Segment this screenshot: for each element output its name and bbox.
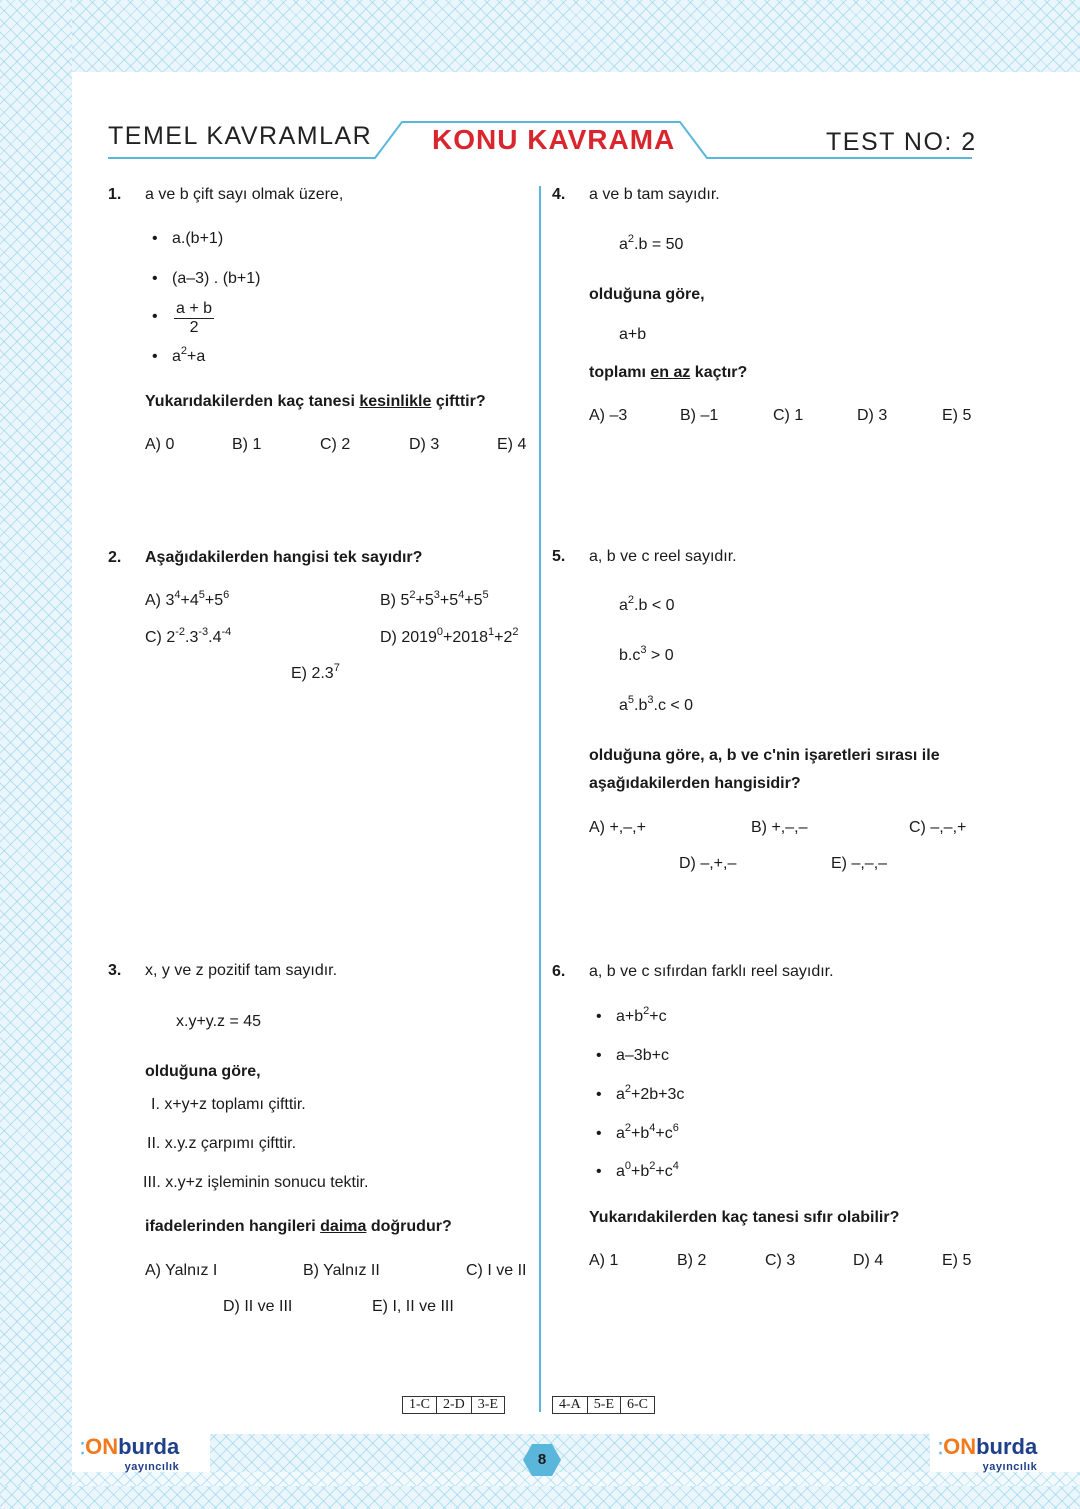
publisher-logo-right: ⁚ONburda yayıncılık [938, 1434, 1038, 1473]
item: a.(b+1) [172, 230, 224, 247]
question-number: 2. [108, 549, 122, 566]
logo-dots-icon: ⁚ [938, 1441, 944, 1458]
option-d[interactable]: D) 3 [409, 436, 440, 453]
answer-key-item: 2-D [437, 1397, 472, 1413]
test-type-title: KONU KAVRAMA [432, 124, 676, 155]
question-prompt: ifadelerinden hangileri daima doğrudur? [145, 1218, 452, 1235]
page-number: 8 [537, 1451, 547, 1468]
question-prompt: Yukarıdakilerden kaç tanesi sıfır olabilir? [589, 1209, 900, 1226]
denominator: 2 [189, 319, 199, 336]
item: a–3b+c [616, 1047, 669, 1064]
logo-dots-icon: ⁚ [80, 1441, 86, 1458]
option-d[interactable]: D) –,+,– [679, 855, 737, 872]
question-number: 3. [108, 962, 122, 979]
option-d[interactable]: D) $2019^0+2018^1+2^2$ [380, 626, 519, 646]
question-number: 1. [108, 186, 122, 203]
option-e[interactable]: E) $2.3^7$ [291, 662, 340, 682]
option-e[interactable]: E) 5 [942, 407, 972, 424]
bullet: • [152, 308, 158, 325]
condition-2: $b.c^3 > 0$ [619, 644, 674, 664]
answer-key-item: 1-C [403, 1397, 437, 1413]
item: (a–3) . (b+1) [172, 270, 261, 287]
option-b[interactable]: B) $5^2+5^3+5^4+5^5$ [380, 589, 489, 609]
answer-key-item: 5-E [588, 1397, 621, 1413]
option-a[interactable]: A) 1 [589, 1252, 619, 1269]
bullet: • [152, 270, 158, 287]
statement-1: I. x+y+z toplamı çifttir. [151, 1096, 306, 1113]
answer-key-right [552, 1396, 655, 1414]
option-d[interactable]: D) 4 [853, 1252, 884, 1269]
question-stem: a ve b çift sayı olmak üzere, [145, 186, 344, 203]
option-e[interactable]: E) 4 [497, 436, 527, 453]
option-a[interactable]: A) 0 [145, 436, 175, 453]
question-prompt: Yukarıdakilerden kaç tanesi kesinlikle çifttir? [145, 393, 486, 410]
option-e[interactable]: E) –,–,– [831, 855, 888, 872]
question-prompt-line-2: aşağıdakilerden hangisidir? [589, 775, 801, 792]
bullet: • [152, 348, 158, 365]
given-text: olduğuna göre, [589, 286, 705, 303]
column-divider [539, 186, 541, 1412]
section-title: TEMEL KAVRAMLAR [108, 122, 373, 150]
bullet: • [596, 1086, 602, 1103]
item: $a^0+b^2+c^4$ [616, 1160, 679, 1180]
numerator: a + b [176, 300, 213, 317]
question-number: 4. [552, 186, 566, 203]
answer-key-item: 4-A [553, 1397, 588, 1413]
bottom-border-pattern [72, 1472, 1080, 1486]
answer-key-item: 6-C [627, 1397, 648, 1412]
option-b[interactable]: B) Yalnız II [303, 1262, 380, 1279]
question-number: 6. [552, 963, 566, 980]
question-stem: x, y ve z pozitif tam sayıdır. [145, 962, 338, 979]
option-c[interactable]: C) 1 [773, 407, 804, 424]
option-e[interactable]: E) I, II ve III [372, 1298, 454, 1315]
option-d[interactable]: D) II ve III [223, 1298, 293, 1315]
statement-3: III. x.y+z işleminin sonucu tektir. [143, 1174, 369, 1191]
bottom-edge-pattern [0, 1486, 1080, 1509]
option-c[interactable]: C) –,–,+ [909, 819, 967, 836]
test-number: TEST NO: 2 [826, 128, 977, 156]
answer-key-item: 3-E [477, 1397, 498, 1412]
header-tab-shape [0, 0, 1080, 200]
item: $a^2+a$ [172, 345, 206, 365]
condition-3: $a^5.b^3.c < 0$ [619, 694, 694, 714]
bullet: • [596, 1008, 602, 1025]
option-c[interactable]: C) I ve II [466, 1262, 527, 1279]
question-prompt: toplamı en az kaçtır? [589, 364, 748, 381]
bullet: • [152, 230, 158, 247]
expression: a+b [619, 326, 647, 343]
option-a[interactable]: A) Yalnız I [145, 1262, 218, 1279]
bullet: • [596, 1047, 602, 1064]
footer-band-pattern [210, 1434, 930, 1472]
item: $a^2+b^4+c^6$ [616, 1122, 679, 1142]
option-a[interactable]: A) –3 [589, 407, 628, 424]
option-b[interactable]: B) 2 [677, 1252, 707, 1269]
publisher-logo-left: ⁚ONburda yayıncılık [80, 1434, 180, 1473]
option-d[interactable]: D) 3 [857, 407, 888, 424]
equation: x.y+y.z = 45 [176, 1013, 262, 1030]
option-c[interactable]: C) $2^{-2}.3^{-3}.4^{-4}$ [145, 626, 232, 646]
left-border-pattern [0, 0, 72, 1509]
answer-key-left [402, 1396, 505, 1414]
option-b[interactable]: B) +,–,– [751, 819, 808, 836]
item: $a+b^2+c$ [616, 1005, 667, 1025]
given-text: olduğuna göre, [145, 1063, 261, 1080]
condition-1: $a^2.b < 0$ [619, 594, 675, 614]
question-prompt-line-1: olduğuna göre, a, b ve c'nin işaretleri sırası ile [589, 747, 940, 764]
question-number: 5. [552, 548, 566, 565]
statement-2: II. x.y.z çarpımı çifttir. [147, 1135, 297, 1152]
question-stem: a, b ve c reel sayıdır. [589, 548, 737, 565]
bullet: • [596, 1163, 602, 1180]
fraction [174, 300, 214, 337]
option-c[interactable]: C) 3 [765, 1252, 796, 1269]
option-b[interactable]: B) 1 [232, 436, 262, 453]
question-stem: a, b ve c sıfırdan farklı reel sayıdır. [589, 963, 834, 980]
equation: $a^2.b = 50$ [619, 233, 684, 253]
question-stem: a ve b tam sayıdır. [589, 186, 720, 203]
option-a[interactable]: A) +,–,+ [589, 819, 646, 836]
question-prompt: Aşağıdakilerden hangisi tek sayıdır? [145, 549, 423, 566]
bullet: • [596, 1125, 602, 1142]
option-e[interactable]: E) 5 [942, 1252, 972, 1269]
item: $a^2+2b+3c$ [616, 1083, 685, 1103]
option-a[interactable]: A) $3^4+4^5+5^6$ [145, 589, 230, 609]
option-b[interactable]: B) –1 [680, 407, 719, 424]
option-c[interactable]: C) 2 [320, 436, 351, 453]
